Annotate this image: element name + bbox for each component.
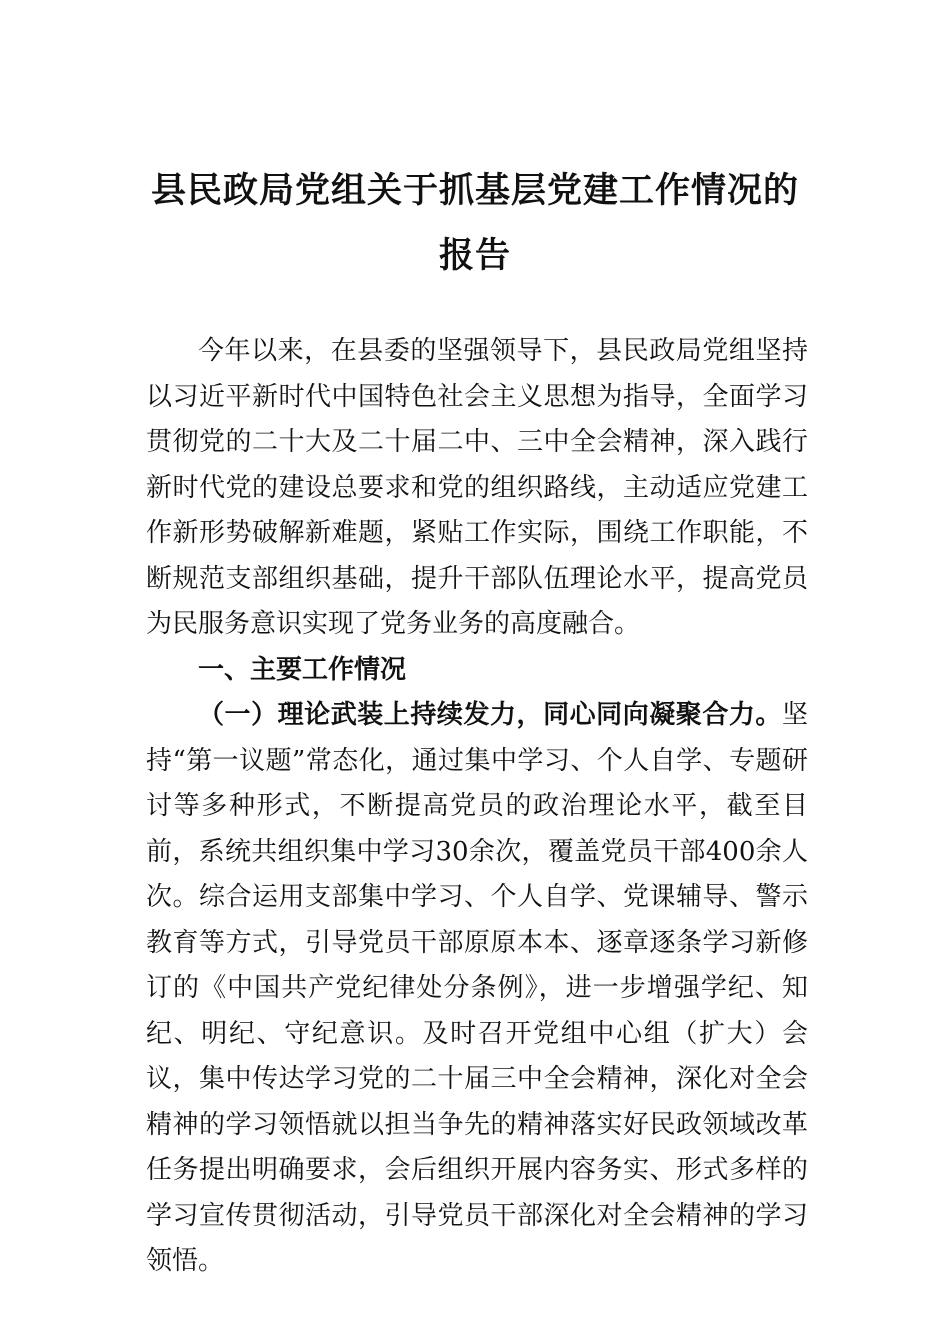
document-title-line2: 报告: [438, 235, 511, 276]
document-title-line1: 县民政局党组关于抓基层党建工作情况的: [150, 170, 799, 211]
section-heading-main-work: 一、主要工作情况: [198, 654, 407, 685]
subsection-lead: （一）理论武装上持续发力，同心同向凝聚合力。: [198, 700, 782, 730]
subsection-paragraph-theory: [146, 693, 808, 1285]
subsection-body: 坚持“第一议题”常态化，通过集中学习、个人自学、专题研讨等多种形式，不断提高党员的政治理论水平，截至目前，系统共组织集中学习30余次，覆盖党员干部400余人次。综合运用支部集中学习、个人自学、党课辅导、警示教育等方式，引导党员干部原原本本、逐章逐条学习新修订的《中国共产党纪律处分条例》，进一步增强学纪、知纪、明纪、守纪意识。及时召开党组中心组（扩大）会议，集中传达学习党的二十届三中全会精神，深化对全会精神的学习领悟就以担当争先的精神落实好民政领域改革任务提出明确要求，会后组织开展内容务实、形式多样的学习宣传贯彻活动，引导党员干部深化对全会精神的学习领悟。: [146, 700, 808, 1276]
document-body: [146, 329, 808, 1285]
intro-paragraph: 今年以来，在县委的坚强领导下，县民政局党组坚持以习近平新时代中国特色社会主义思想为指导，全面学习贯彻党的二十大及二十届二中、三中全会精神，深入践行新时代党的建设总要求和党的组织路线，主动适应党建工作新形势破解新难题，紧贴工作实际，围绕工作职能，不断规范支部组织基础，提升干部队伍理论水平，提高党员为民服务意识实现了党务业务的高度融合。: [146, 336, 808, 639]
